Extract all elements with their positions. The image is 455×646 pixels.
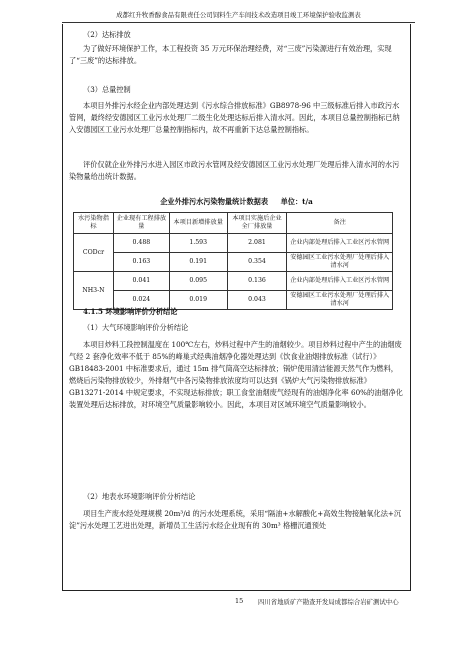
header-total: 本项目实施后企业全厂排放量 <box>227 213 287 234</box>
existing-cell: 0.024 <box>113 291 169 310</box>
table-row <box>74 234 393 253</box>
table-row <box>74 253 393 272</box>
new-cell: 1.593 <box>169 234 227 253</box>
note-cell: 安德园区工业污水处理厂处理后排入清水河 <box>287 253 393 272</box>
existing-cell: 0.488 <box>113 234 169 253</box>
header-pollutant: 水污染物指标 <box>74 213 114 234</box>
header-note: 备注 <box>287 213 393 234</box>
subsection-title-water: （2）地表水环境影响评价分析结论 <box>83 492 196 501</box>
footer-organization: 四川省地质矿产勘查开发局成都综合岩矿测试中心 <box>258 598 399 606</box>
content-frame <box>62 24 411 591</box>
table-title: 企业外排污水污染物量统计数据表 <box>160 197 269 206</box>
note-cell: 安德园区工业污水处理厂处理后排入清水河 <box>287 291 393 310</box>
new-cell: 0.095 <box>169 272 227 291</box>
existing-cell: 0.163 <box>113 253 169 272</box>
paragraph-water: 项目生产废水经处理规模 20m³/d 的污水处理系统，采用“隔油+水解酸化+高效生物接触氧化法+沉淀”污水处理工艺进出处理，新增员工生活污水经企业现有的 30m³ 格栅沉通预处 <box>69 509 402 530</box>
pollutant-cell: CODcr <box>74 234 114 272</box>
total-cell: 0.136 <box>227 272 287 291</box>
note-cell: 企业内部处理后排入工业区污水管网 <box>287 272 393 291</box>
new-cell: 0.019 <box>169 291 227 310</box>
pollutant-cell: NH3-N <box>74 272 114 310</box>
subsection-title-air: （1）大气环境影响评价分析结论 <box>83 323 189 332</box>
total-cell: 0.043 <box>227 291 287 310</box>
header-existing: 企业现有工程排放量 <box>113 213 169 234</box>
page-header: 成都红升牧香醇食品有限责任公司饲料生产车间技术改造项目竣工环境保护验收监测表 <box>116 11 361 19</box>
section-heading: 4.1.5 环境影响评价分析结论 <box>83 307 178 316</box>
table-row <box>74 272 393 291</box>
paragraph-air: 本项目炒料工段控制温度在 100℃左右，炒料过程中产生的油烟较少。项目炒料过程中产生的油烟废气经 2 套净化效率不低于 85%的峰巢式经典油烟净化器处理达到《饮食业油烟排放标准（试行）》GB18483-2001 中标准要求后，通过 15m 排气筒高空达标排放；锅炉使用清洁能源天然气作为燃料，燃烧后污染物排放较少，外排烟气中各污染物排放浓度均可以达到《锅炉大气污染物排放标准》GB13271-2014 中规定要求，不实现达标排放；职工食堂油烟废气经现有的油烟净化率 60%的油烟净化装置处理后达标排放，对环境空气质量影响较小。因此，本项目对区域环境空气质量影响较小。 <box>69 340 403 409</box>
table-header-row <box>74 213 393 234</box>
paragraph-compliance: 为了做好环境保护工作，本工程投资 35 万元环保治理经费，对“三废”污染源进行有效治理，实现了“三废”的达标排放。 <box>69 44 392 65</box>
note-cell: 企业内部处理后排入工业区污水管网 <box>287 234 393 253</box>
new-cell: 0.191 <box>169 253 227 272</box>
table-caption <box>63 197 410 207</box>
header-new: 本项目新增排放量 <box>169 213 227 234</box>
existing-cell: 0.041 <box>113 272 169 291</box>
header-divider <box>62 22 415 23</box>
paragraph-statistics: 评价仅就企业外排污水进入园区市政污水管网及经安德园区工业污水处理厂处理后排入清水河的水污染物量给出统计数据。 <box>69 160 400 181</box>
subsection-title-compliance: （2）达标排放 <box>83 30 131 39</box>
total-cell: 0.354 <box>227 253 287 272</box>
pollutant-table <box>73 212 393 310</box>
page-number: 15 <box>235 597 244 605</box>
subsection-title-total-control: （3）总量控制 <box>83 85 131 94</box>
total-cell: 2.081 <box>227 234 287 253</box>
table-unit: 单位：t/a <box>280 197 313 206</box>
paragraph-total-control: 本项目外排污水经企业内部处理达到《污水综合排放标准》GB8978-96 中三级标准后排入市政污水管网，最终经安德园区工业污水处理厂二级生化处理达标后排入清水河。因此，本项目总量控制指标已纳入安德园区工业污水处理厂总量控制指标内，故不再重新下达总量控制指标。 <box>69 101 400 134</box>
